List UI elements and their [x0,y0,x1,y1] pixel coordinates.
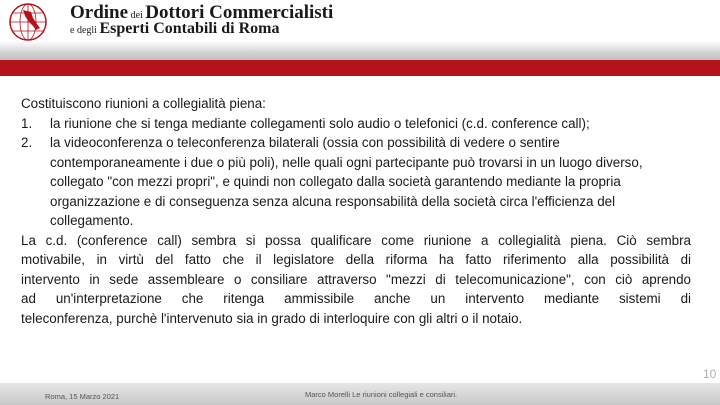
paragraph-line: ad un'interpretazione che ritenga ammissibile anche un intervento mediante sistemi di [21,291,691,306]
map-of-italy-logo-icon [3,2,53,42]
paragraph-line: teleconferenza, purchè l'intervenuto sia in grado di interloquire con gli altri o il notaio. [21,310,523,326]
list-item-number: 2. [21,135,33,150]
list-item [21,114,691,134]
header-grey-band [0,41,720,61]
conference-call-paragraph [21,231,691,329]
list-item [21,133,691,231]
list-item-text: la riunione che si tenga mediante collegamenti solo audio o telefonici (c.d. conference call); [50,115,590,131]
paragraph-line: intervento in sede assembleare o consiliare attraverso "mezzi di telecomunicazione", con ciò aprendo [21,271,691,287]
list-item-text: la videoconferenza o teleconferenza bilaterali (ossia con possibilità di vedere o sentire contemporaneamente i due o più poli), nelle quali ogni partecipante può trovarsi in un luogo diverso, collegato "con mezzi propri", e quindi non collegato dalla società garantendo mediante la propria organizzazione e di conseguenza senza alcuna responsabilità della società circa l'efficienza del collegamento. [50,135,643,228]
header-red-bar [0,60,720,76]
page-number: 10 [703,367,717,381]
header [0,0,720,45]
org-title-line1: Ordine dei Dottori Commercialisti [70,2,334,23]
paragraph-line: motivabile, in virtù del fatto che il legislatore della riforma ha fatto riferimento alla possibilità di [21,252,691,267]
intro-text: Costituiscono riunioni a collegialità piena: [21,96,266,111]
slide-content [21,94,691,328]
riunioni-list [21,114,691,231]
list-item-number: 1. [21,115,33,131]
footer-date: Roma, 15 Marzo 2021 [45,392,120,401]
footer-author: Marco Morelli Le riunioni collegiali e consiliari. [305,390,458,399]
org-title-line2: e degli Esperti Contabili di Roma [70,20,280,37]
paragraph-line: La c.d. (conference call) sembra si possa qualificare come riunione a collegialità piena. Ciò sembra [21,232,691,248]
